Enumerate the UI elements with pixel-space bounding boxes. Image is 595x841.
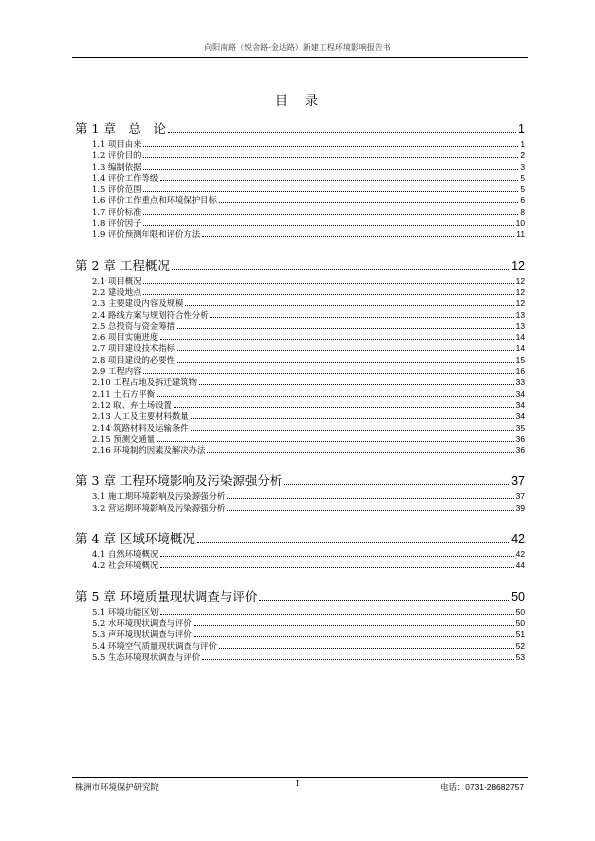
- toc-section-entry[interactable]: [75, 652, 525, 663]
- toc-section-entry-page: 1: [520, 139, 525, 149]
- footer-phone: 电话：0731-28682757: [440, 782, 524, 792]
- dot-leader: [194, 636, 514, 637]
- toc-section-entry[interactable]: [75, 423, 525, 434]
- dot-leader: [143, 214, 518, 215]
- toc-chapter-entry-page: 42: [511, 532, 525, 547]
- toc-section-entry[interactable]: [75, 332, 525, 343]
- dot-leader: [168, 132, 516, 133]
- toc-section-entry[interactable]: [75, 503, 525, 514]
- toc-chapter-block: [75, 470, 525, 514]
- toc-chapter-block: [75, 255, 525, 457]
- toc-section-entry-title: 2.16 环境制约因素及解决办法: [92, 445, 206, 456]
- dot-leader: [143, 146, 518, 147]
- toc-section-entry-page: 16: [515, 366, 525, 377]
- toc-section-entry-page: 52: [515, 640, 525, 651]
- toc-section-entry-page: 50: [515, 606, 525, 617]
- toc-section-entry-page: 2: [520, 150, 525, 161]
- dot-leader: [210, 317, 513, 318]
- toc-section-entry-title: 1.3 编制依据: [92, 161, 142, 172]
- toc-section-entry-page: 53: [515, 651, 525, 662]
- toc-section-entry[interactable]: [75, 411, 525, 422]
- toc-section-entry-title: 1.6 评价工作重点和环境保护目标: [92, 195, 217, 206]
- toc-section-entry[interactable]: [75, 560, 525, 571]
- toc-section-entry-title: 5.3 声环境现状调查与评价: [92, 629, 192, 640]
- toc-chapter-entry[interactable]: [75, 586, 525, 607]
- toc-section-entry-page: 8: [520, 206, 525, 217]
- toc-section-entry[interactable]: [75, 173, 525, 184]
- toc-section-entry-page: 35: [515, 422, 525, 433]
- toc-section-entry-title: 3.2 营运期环境影响及污染源强分析: [92, 502, 226, 513]
- toc-section-entry[interactable]: [75, 150, 525, 161]
- toc-section-entry-page: 37: [515, 491, 525, 502]
- toc-chapter-block: [75, 118, 525, 241]
- dot-leader: [143, 373, 513, 374]
- toc-chapter-entry-page: 50: [511, 589, 525, 604]
- toc-chapter-entry-title: 第 2 章 工程概况: [75, 257, 170, 273]
- toc-section-entry[interactable]: [75, 389, 525, 400]
- toc-section-entry-page: 12: [515, 275, 525, 286]
- dot-leader: [177, 362, 514, 363]
- toc-list: [75, 118, 525, 677]
- toc-section-entry[interactable]: [75, 343, 525, 354]
- toc-chapter-entry[interactable]: [75, 255, 525, 276]
- toc-section-entry[interactable]: [75, 207, 525, 218]
- toc-section-entry-page: 5: [520, 184, 525, 195]
- toc-section-entry-page: 15: [515, 354, 525, 365]
- dot-leader: [143, 294, 513, 295]
- toc-section-entry[interactable]: [75, 310, 525, 321]
- toc-section-entry-page: 50: [515, 617, 525, 628]
- dot-leader: [199, 384, 514, 385]
- toc-section-entry-page: 13: [515, 309, 525, 320]
- toc-section-entry-title: 5.2 水环境现状调查与评价: [92, 617, 192, 628]
- toc-section-entry-title: 1.5 评价范围: [92, 184, 142, 195]
- toc-section-entry-title: 1.8 评价因子: [92, 218, 142, 229]
- toc-section-entry-page: 6: [520, 195, 525, 206]
- dot-leader: [177, 328, 514, 329]
- toc-section-entry-page: 39: [515, 502, 525, 513]
- toc-section-entry-title: 2.1 项目概况: [92, 275, 142, 286]
- toc-section-entry-title: 2.6 项目实施进度: [92, 332, 159, 343]
- dot-leader: [191, 418, 514, 419]
- dot-leader: [160, 180, 518, 181]
- header-rule: [72, 57, 528, 58]
- dot-leader: [143, 191, 518, 192]
- toc-section-entry-title: 5.4 环境空气质量现状调查与评价: [92, 640, 217, 651]
- dot-leader: [143, 169, 518, 170]
- toc-section-entry-title: 1.4 评价工作等级: [92, 172, 159, 183]
- toc-section-entry-title: 2.13 人工及主要材料数量: [92, 411, 189, 422]
- toc-section-entry-page: 13: [515, 320, 525, 331]
- toc-section-entry[interactable]: [75, 400, 525, 411]
- toc-section-entry-title: 5.5 生态环境现状调查与评价: [92, 651, 201, 662]
- dot-leader: [160, 567, 513, 568]
- toc-chapter-entry-page: 37: [511, 474, 525, 489]
- toc-section-entry[interactable]: [75, 607, 525, 618]
- toc-section-entry-page: 11: [516, 229, 525, 240]
- toc-section-entry-title: 2.3 主要建设内容及规模: [92, 298, 184, 309]
- dot-leader: [185, 305, 513, 306]
- dot-leader: [172, 269, 509, 270]
- dot-leader: [227, 510, 513, 511]
- toc-section-entry-page: 36: [515, 433, 525, 444]
- dot-leader: [219, 648, 514, 649]
- toc-chapter-entry[interactable]: [75, 118, 525, 139]
- toc-section-entry-page: 14: [515, 332, 525, 343]
- toc-chapter-entry-title: 第 5 章 环境质量现状调查与评价: [75, 588, 258, 604]
- toc-section-entry-page: 34: [515, 399, 525, 410]
- toc-section-entry-page: 5: [520, 172, 525, 183]
- toc-section-entry-title: 2.2 建设地点: [92, 286, 142, 297]
- toc-section-entry-page: 14: [515, 343, 525, 354]
- dot-leader: [157, 396, 513, 397]
- toc-chapter-entry-title: 第 4 章 区域环境概况: [75, 531, 195, 547]
- toc-section-entry-title: 2.4 路线方案与规划符合性分析: [92, 309, 209, 320]
- dot-leader: [160, 339, 513, 340]
- toc-section-entry-page: 44: [515, 560, 525, 571]
- toc-chapter-entry-page: 12: [511, 258, 525, 273]
- toc-section-entry[interactable]: [75, 229, 525, 240]
- toc-section-entry-page: 12: [515, 298, 525, 309]
- toc-section-entry-title: 2.11 土石方平衡: [92, 388, 156, 399]
- toc-section-entry[interactable]: [75, 549, 525, 560]
- toc-section-entry-page: 51: [515, 629, 525, 640]
- toc-section-entry[interactable]: [75, 377, 525, 388]
- toc-section-entry-page: 42: [515, 549, 525, 560]
- toc-section-entry-title: 2.5 总投资与资金筹措: [92, 320, 175, 331]
- toc-section-entry-title: 2.9 工程内容: [92, 366, 142, 377]
- dot-leader: [227, 498, 513, 499]
- toc-chapter-entry-page: 1: [518, 122, 525, 136]
- toc-title: 目 录: [274, 94, 320, 109]
- toc-section-entry-title: 2.8 项目建设的必要性: [92, 354, 175, 365]
- toc-section-entry-title: 1.9 评价预测年限和评价方法: [92, 229, 201, 240]
- dot-leader: [194, 625, 514, 626]
- toc-section-entry[interactable]: [75, 366, 525, 377]
- toc-chapter-block: [75, 586, 525, 663]
- toc-section-entry[interactable]: [75, 321, 525, 332]
- toc-section-entry-page: 34: [515, 388, 525, 399]
- dot-leader: [143, 225, 513, 226]
- toc-section-entry-title: 4.1 自然环境概况: [92, 549, 159, 560]
- toc-section-entry-title: 4.2 社会环境概况: [92, 560, 159, 571]
- running-header: 向阳南路（悦舍路-金达路）新建工程环境影响报告书: [204, 43, 391, 52]
- toc-section-entry-page: 33: [515, 377, 525, 388]
- dot-leader: [259, 600, 509, 601]
- toc-section-entry-title: 1.1 项目由来: [92, 139, 142, 149]
- dot-leader: [202, 236, 514, 237]
- toc-section-entry[interactable]: [75, 618, 525, 629]
- toc-section-entry[interactable]: [75, 445, 525, 456]
- dot-leader: [174, 407, 514, 408]
- toc-section-entry-title: 2.7 项目建设技术指标: [92, 343, 175, 354]
- dot-leader: [202, 659, 514, 660]
- toc-section-entry[interactable]: [75, 629, 525, 640]
- toc-chapter-entry[interactable]: [75, 528, 525, 549]
- footer-page-number: I: [295, 778, 300, 788]
- toc-section-entry-title: 5.1 环境功能区划: [92, 606, 159, 617]
- toc-section-entry[interactable]: [75, 218, 525, 229]
- toc-chapter-entry-title: 第 3 章 工程环境影响及污染源强分析: [75, 473, 283, 489]
- footer-organization: 株洲市环境保护研究院: [75, 782, 159, 792]
- toc-section-entry-title: 2.10 工程占地及拆迁建筑物: [92, 377, 198, 388]
- dot-leader: [160, 556, 513, 557]
- toc-section-entry[interactable]: [75, 355, 525, 366]
- toc-section-entry-title: 2.14 筑路材料及运输条件: [92, 422, 189, 433]
- dot-leader: [160, 614, 513, 615]
- toc-section-entry[interactable]: [75, 298, 525, 309]
- toc-section-entry[interactable]: [75, 139, 525, 150]
- toc-section-entry-page: 36: [515, 445, 525, 456]
- toc-section-entry[interactable]: [75, 195, 525, 206]
- toc-section-entry-title: 1.7 评价标准: [92, 206, 142, 217]
- dot-leader: [157, 441, 513, 442]
- toc-section-entry-title: 2.12 取、弃土场设置: [92, 399, 172, 410]
- toc-section-entry-page: 34: [515, 411, 525, 422]
- toc-chapter-entry[interactable]: [75, 470, 525, 491]
- toc-section-entry-title: 2.15 预测交通量: [92, 433, 156, 444]
- toc-section-entry[interactable]: [75, 641, 525, 652]
- toc-section-entry[interactable]: [75, 184, 525, 195]
- toc-section-entry[interactable]: [75, 434, 525, 445]
- toc-section-entry-title: 3.1 施工期环境影响及污染源强分析: [92, 491, 226, 502]
- toc-section-entry-title: 1.2 评价目的: [92, 150, 142, 161]
- toc-chapter-block: [75, 528, 525, 572]
- dot-leader: [143, 157, 518, 158]
- dot-leader: [207, 452, 513, 453]
- toc-section-entry[interactable]: [75, 162, 525, 173]
- dot-leader: [197, 542, 509, 543]
- dot-leader: [284, 484, 509, 485]
- toc-section-entry[interactable]: [75, 276, 525, 287]
- toc-chapter-entry-title: 第 1 章 总 论: [75, 121, 166, 136]
- dot-leader: [143, 283, 513, 284]
- dot-leader: [219, 202, 518, 203]
- dot-leader: [191, 430, 514, 431]
- toc-section-entry-page: 3: [520, 161, 525, 172]
- dot-leader: [177, 350, 514, 351]
- toc-section-entry[interactable]: [75, 287, 525, 298]
- toc-section-entry-page: 12: [515, 286, 525, 297]
- toc-section-entry[interactable]: [75, 491, 525, 502]
- toc-section-entry-page: 10: [515, 218, 525, 229]
